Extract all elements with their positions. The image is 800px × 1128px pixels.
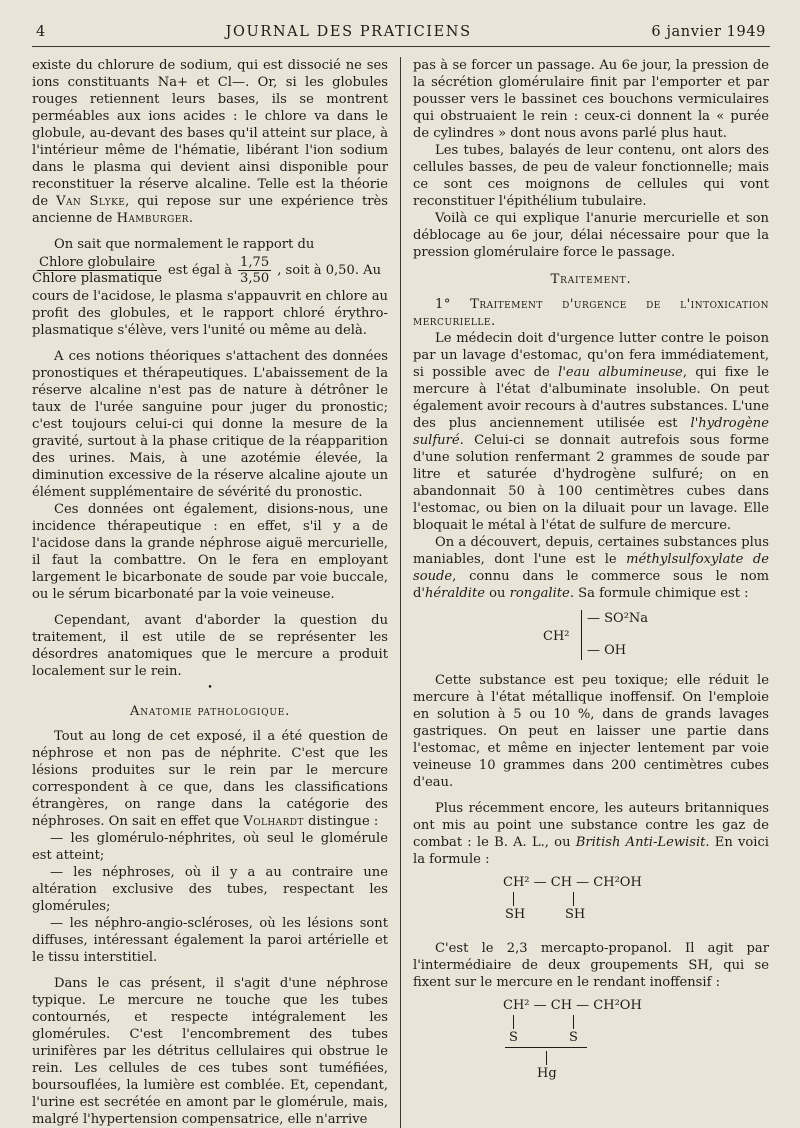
author-name: Volhardt: [243, 814, 304, 829]
journal-title: JOURNAL DES PRATICIENS: [225, 24, 472, 40]
two-column-body: [32, 57, 770, 1128]
paragraph: Cette substance est peu toxique; elle réduit le mercure à l'état métallique inoffensif. On l'emploie en solution à 5 ou 10 %, dans de grands lavages gastriques. On peut en laisser une partie dans l'estomac, et même en injecter lentement par voie veineuse 10 grammes dans 200 centimètres cubes d'eau.: [413, 673, 769, 790]
subsection-heading: 1° Traitement d'urgence de l'intoxication mercurielle.: [413, 297, 769, 329]
running-header: [32, 24, 770, 47]
paragraph: On a découvert, depuis, certaines substances plus maniables, dont l'une est le méthylsulfoxylate de soude, connu dans le commerce sous le nom d'héraldite ou rongalite. Sa formule chimique est :: [413, 535, 770, 601]
value-fraction: $\frac{1,75}{3,50}$: [240, 255, 270, 286]
paragraph: Plus récemment encore, les auteurs britanniques ont mis au point une substance contre les gaz de combat : le B. A. L., ou British Anti-Lewisit. En voici la formule :: [413, 801, 769, 867]
paragraph: On sait que normalement le rapport du: [54, 237, 315, 252]
left-column: [32, 57, 400, 1128]
chemical-formula-bal-mercury: CH² — CH — CH²OH S S Hg: [503, 998, 642, 1081]
chlorine-ratio-formula: $\frac{\text{Chlore globulaire}}{\text{Chlore plasmatique}}$ est égal à $\frac{1,75}{3,50}$ , soit à 0,50. Au: [32, 255, 382, 286]
section-heading: Traitement.: [550, 272, 632, 287]
author-name: Hamburger: [116, 211, 189, 226]
right-column: [400, 57, 769, 1128]
paragraph: Les tubes, balayés de leur contenu, ont alors des cellules basses, de peu de valeur fonctionnelle; mais ce sont ces moignons de cellules qui vont reconstituer l'épithélium tubulaire.: [413, 143, 769, 209]
chemical-formula-bal: CH² — CH — CH²OH SH SH: [503, 875, 642, 922]
page-number: 4: [36, 24, 46, 40]
paragraph: pas à se forcer un passage. Au 6e jour, la pression de la sécrétion glomérulaire finit par l'emporter et par pousser vers le bassinet ces bouchons vermiculaires qui obstruaient le rein : ceux-ci donnent la « purée de cylindres » dont nous avons parlé plus haut.: [413, 58, 769, 141]
section-separator: •: [207, 683, 213, 693]
paragraph: Cependant, avant d'aborder la question du traitement, il est utile de se représenter les désordres anatomiques que le mercure a produit localement sur le rein.: [32, 613, 388, 679]
paragraph: Tout au long de cet exposé, il a été question de néphrose et non pas de néphrite. C'est que les lésions produites sur le rein par le mercure correspondent à ce que, dans les classifications étrangères, on range dans la catégorie des néphroses. On sait en effet que Volhardt distingue :: [32, 729, 388, 829]
paragraph: A ces notions théoriques s'attachent des données pronostiques et thérapeutiques. L'abaissement de la réserve alcaline n'est pas de nature à détrôner le taux de l'urée sanguine pour juger du pronostic; c'est toujours celui-ci qui donne la mesure de la gravité, surtout à la phase critique de la réapparition des urines. Mais, à une azotémie élevée, la diminution excessive de la réserve alcaline ajoute un élément supplémentaire de sévérité du pronostic.: [32, 349, 388, 500]
list-item: — les néphro-angio-scléroses, où les lésions sont diffuses, intéressant également la paroi artérielle et le tissu interstitiel.: [32, 916, 388, 965]
ratio-fraction: $\frac{\text{Chlore globulaire}}{\text{Chlore plasmatique}}$: [32, 255, 163, 286]
list-item: — les glomérulo-néphrites, où seul le glomérule est atteint;: [32, 831, 388, 863]
chemical-formula-rongalite: CH² — SO²Na — OH: [543, 611, 649, 658]
paragraph: Voilà ce qui explique l'anurie mercurielle et son déblocage au 6e jour, délai nécessaire pour que la pression glomérulaire force le passage.: [413, 211, 769, 260]
paragraph: Le médecin doit d'urgence lutter contre le poison par un lavage d'estomac, qu'on fera immédiatement, si possible avec de l'eau albumineuse, qui fixe le mercure à l'état d'albuminate insoluble. On peut également avoir recours à d'autres substances. L'une des plus anciennement utilisée est l'hydrogène sulfuré. Celui-ci se donnait autrefois sous forme d'une solution renfermant 2 grammes de soude par litre et saturée d'hydrogène sulfuré; on en abandonnait 50 à 100 centimètres cubes dans l'estomac, ou bien on la diluait pour un lavage. Elle bloquait le métal à l'état de sulfure de mercure.: [413, 331, 769, 533]
author-name: Van Slyke: [56, 194, 126, 209]
paragraph: cours de l'acidose, le plasma s'appauvrit en chlore au profit des globules, et le rapport chloré érythro-plasmatique s'élève, vers l'unité ou même au delà.: [32, 289, 388, 338]
paragraph: Dans le cas présent, il s'agit d'une néphrose typique. Le mercure ne touche que les tubes contournés, et respecte intégralement les glomérules. C'est l'encombrement des tubes urinifères par les détritus cellulaires qui obstrue le rein. Les cellules de ces tubes sont tuméfiées, boursouflées, la lumière est comblée. Et, cependant, l'urine est secrétée en amont par le glomérule, mais, malgré l'hypertension compensatrice, elle n'arrive: [32, 976, 388, 1127]
paragraph: existe du chlorure de sodium, qui est dissocié ne ses ions constituants Na+ et Cl—. Or, si les globules rouges retiennent leurs bases, ils se montrent perméables aux ions acides : le chlore va dans le globule, au-devant des bases qu'il atteint sur place, à l'intérieur même de l'hématie, libérant l'ion sodium dans le plasma qui devient ainsi disponible pour reconstituer la réserve alcaline. Telle est la théorie de Van Slyke, qui repose sur une expérience très ancienne de Hamburger.: [32, 58, 388, 226]
issue-date: 6 janvier 1949: [651, 24, 766, 40]
paragraph: C'est le 2,3 mercapto-propanol. Il agit par l'intermédiaire de deux groupements SH, qui se fixent sur le mercure en le rendant inoffensif :: [413, 941, 769, 990]
paragraph: Ces données ont également, disions-nous, une incidence thérapeutique : en effet, s'il y a de l'acidose dans la grande néphrose aiguë mercurielle, il faut la combattre. On le fera en employant largement le bicarbonate de soude par voie buccale, ou le sérum bicarbonaté par la voie veineuse.: [32, 502, 388, 602]
list-item: — les néphroses, où il y a au contraire une altération exclusive des tubes, respectant les glomérules;: [32, 865, 388, 914]
section-heading: Anatomie pathologique.: [129, 704, 291, 719]
